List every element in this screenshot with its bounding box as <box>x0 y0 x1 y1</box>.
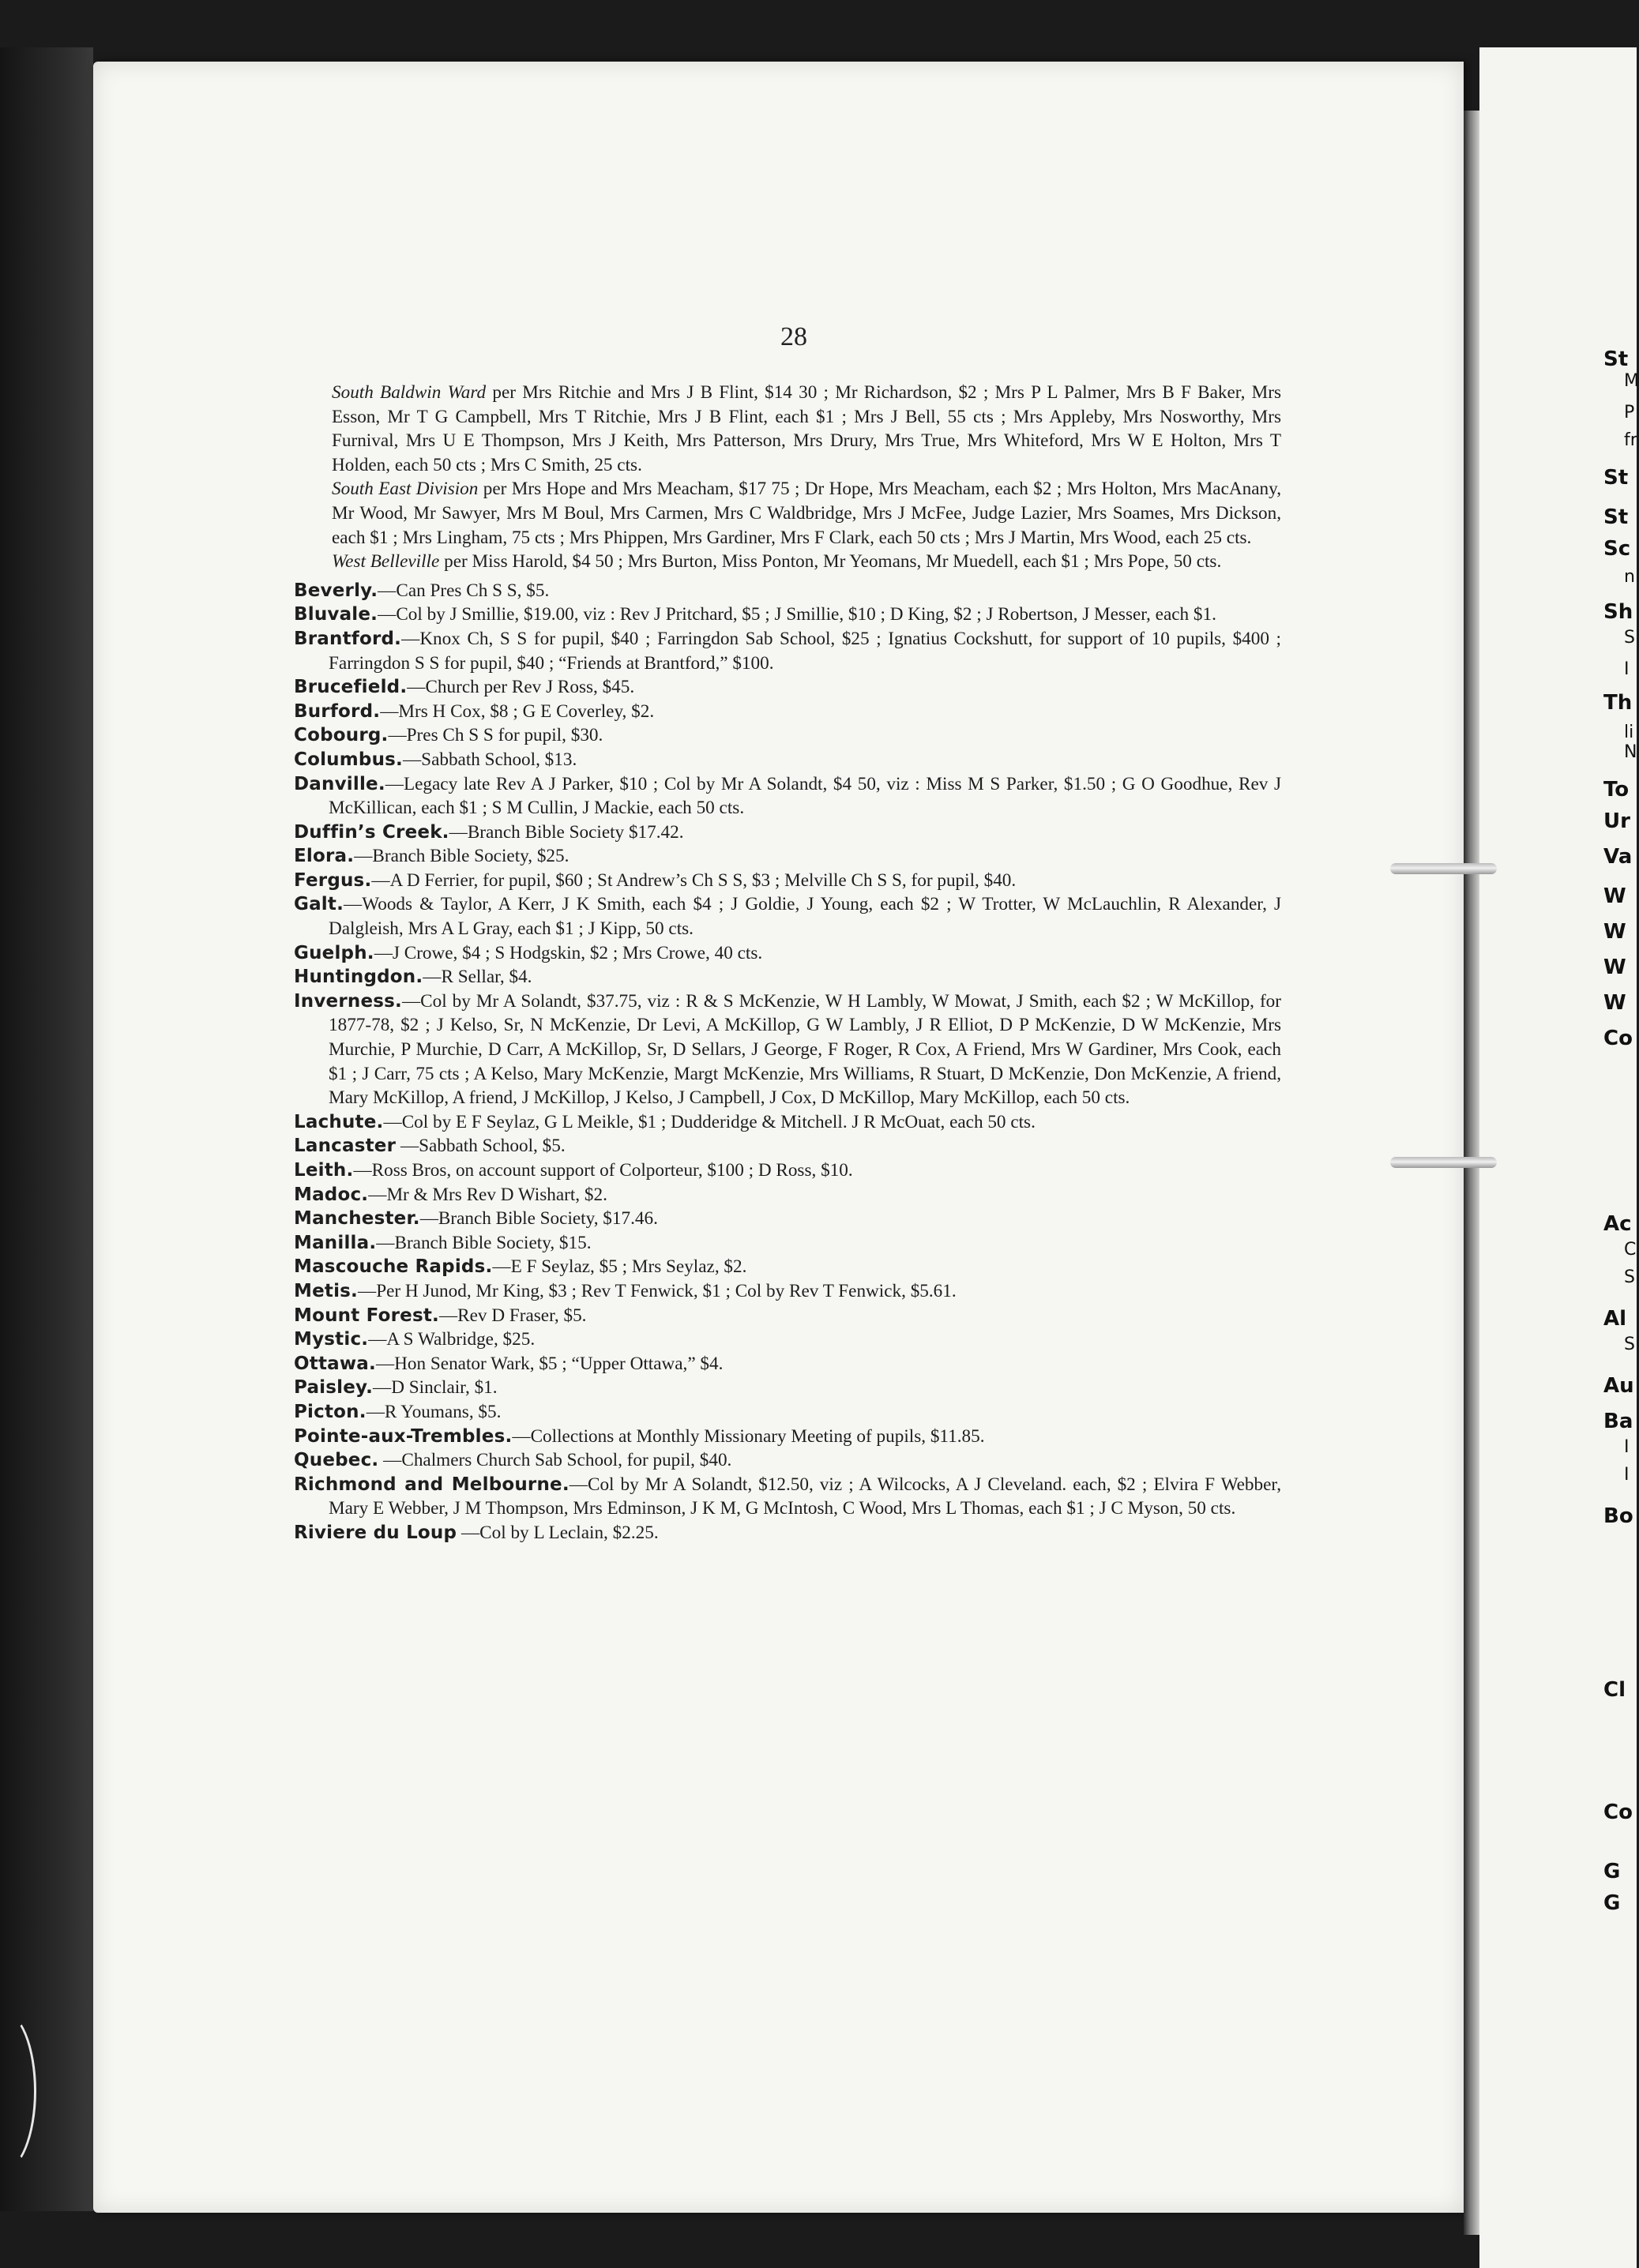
entry-heading: Guelph. <box>294 942 374 963</box>
margin-fragment: W <box>1603 991 1626 1015</box>
entry-text: —Can Pres Ch S S, $5. <box>378 580 550 601</box>
entry-heading: Manilla. <box>294 1232 377 1253</box>
entry-heading: Lachute. <box>294 1111 384 1132</box>
location-entry <box>294 1304 1281 1328</box>
margin-fragment: Ur <box>1603 809 1630 833</box>
margin-fragment: Bo <box>1603 1504 1633 1528</box>
entry-heading: Ottawa. <box>294 1353 376 1374</box>
entry-text: per Mrs Ritchie and Mrs J B Flint, $14 30 ; Mr Richardson, $2 ; Mrs P L Palmer, Mrs B F Baker, Mrs Esson, Mr T G Campbell, Mrs T Ritchie, Mrs J B Flint, each $1 ; Mrs J Bell, 55 cts ; Mrs Appleby, Mrs Nosworthy, Mrs Furnival, Mrs U E Thompson, Mrs J Keith, Mrs Patterson, Mrs Drury, Mrs True, Mrs Whiteford, Mrs W E Holton, Mrs T Holden, each 50 cts ; Mrs C Smith, 25 cts. <box>332 382 1281 475</box>
entry-text: —Hon Senator Wark, $5 ; “Upper Ottawa,” $4. <box>375 1353 724 1374</box>
page-number: 28 <box>780 322 807 351</box>
entry-text: —R Youmans, $5. <box>366 1401 502 1422</box>
entry-text: —Col by Mr A Solandt, $37.75, viz : R & S McKenzie, W H Lambly, W Mowat, J Smith, each $2 ; W McKillop, for 1877-78, $2 ; J Kelso, Sr, N McKenzie, Dr Levi, A McKillop, G W Lambly, J R Elliot, D P McKenzie, D W McKenzie, Mrs Murchie, P Murchie, D Carr, A McKillop, Sr, D Sellars, J George, F Roger, R Cox, A Friend, Mrs W Gardiner, Mrs Cook, each $1 ; J Carr, 75 cts ; A Kelso, Mary McKenzie, Margt McKenzie, Mrs Williams, R Stuart, D McKenzie, Don McKenzie, A friend, Mary McKillop, A friend, J McKillop, J Kelso, J Campbell, J Cox, D McKillop, Mary McKillop, each 50 cts. <box>329 990 1281 1109</box>
entry-heading: Galt. <box>294 894 344 915</box>
margin-fragment: S <box>1624 1267 1635 1287</box>
entry-text: —Sabbath School, $13. <box>402 749 577 770</box>
margin-fragment: Sh <box>1603 600 1633 624</box>
entry-text: —Per H Junod, Mr King, $3 ; Rev T Fenwick, $1 ; Col by Rev T Fenwick, $5.61. <box>358 1280 957 1301</box>
margin-fragment: M <box>1624 371 1639 391</box>
margin-fragment: Cl <box>1603 1678 1626 1702</box>
entry-heading: Brantford. <box>294 628 402 649</box>
margin-fragment: St <box>1603 347 1629 371</box>
location-entry <box>294 1473 1281 1521</box>
entry-heading: Paisley. <box>294 1377 374 1399</box>
location-entry <box>294 1425 1281 1449</box>
entry-heading: Madoc. <box>294 1184 369 1205</box>
location-entry <box>294 1158 1281 1183</box>
margin-fragment: To <box>1603 778 1630 802</box>
entry-heading: Pointe-aux-Trembles. <box>294 1425 513 1447</box>
margin-fragment: S <box>1624 628 1635 648</box>
binder-edge <box>0 47 93 2211</box>
location-entry <box>294 1327 1281 1352</box>
entry-text: —Pres Ch S S for pupil, $30. <box>388 725 603 746</box>
adjacent-page-margin-text <box>1603 0 1637 2268</box>
location-entry <box>294 1231 1281 1256</box>
entry-text: per Miss Harold, $4 50 ; Mrs Burton, Miss Ponton, Mr Yeomans, Mr Muedell, each $1 ; Mrs Pope, 50 cts. <box>439 551 1222 573</box>
staple-bottom <box>1390 1157 1497 1168</box>
entry-heading: Riviere du Loup <box>294 1522 457 1543</box>
entry-heading: Leith. <box>294 1160 354 1181</box>
entry-heading: Beverly. <box>294 580 378 601</box>
entry-heading: Metis. <box>294 1280 358 1301</box>
margin-fragment: G <box>1603 1860 1621 1883</box>
entry-heading: Cobourg. <box>294 725 389 746</box>
margin-fragment: li <box>1624 723 1634 742</box>
entry-text: —Col by Mr A Solandt, $12.50, viz ; A Wilcocks, A J Cleveland. each, $2 ; Elvira F Webber, Mary E Webber, J M Thompson, Mrs Edminson, J K M, G McIntosh, C Wood, Mrs L Thomas, each $1 ; J C Myson, 50 cts. <box>329 1474 1282 1519</box>
location-entry <box>294 989 1281 1110</box>
location-entry <box>294 700 1281 724</box>
entry-text: —Legacy late Rev A J Parker, $10 ; Col by Mr A Solandt, $4 50, viz : Miss M S Parker, $1.50 ; G O Goodhue, Rev J McKillican, each $1 ; S M Cullin, J Mackie, each 50 cts. <box>329 773 1281 819</box>
location-entry <box>294 1279 1281 1304</box>
entry-text: —Collections at Monthly Missionary Meeting of pupils, $11.85. <box>512 1425 985 1447</box>
entry-heading: Inverness. <box>294 990 402 1012</box>
entry-text: —Branch Bible Society $17.42. <box>449 821 684 843</box>
location-entry <box>294 675 1281 700</box>
ward-entry <box>294 550 1281 574</box>
entry-heading: Elora. <box>294 846 355 867</box>
margin-fragment: I <box>1624 1465 1630 1485</box>
location-entry <box>294 603 1281 627</box>
entry-text: —Branch Bible Society, $15. <box>376 1232 592 1253</box>
entry-text: —Chalmers Church Sab School, for pupil, $40. <box>378 1450 732 1471</box>
location-entry <box>294 1352 1281 1376</box>
location-entry <box>294 1448 1281 1473</box>
location-entry <box>294 1207 1281 1231</box>
location-entry <box>294 844 1281 869</box>
margin-fragment: St <box>1603 466 1629 490</box>
entry-text: —Rev D Fraser, $5. <box>438 1305 587 1326</box>
entry-heading: Quebec. <box>294 1450 379 1471</box>
entry-heading: West Belleville <box>332 551 440 573</box>
entry-text: —E F Seylaz, $5 ; Mrs Seylaz, $2. <box>492 1256 747 1278</box>
entry-heading: Mascouche Rapids. <box>294 1256 493 1278</box>
location-entry <box>294 579 1281 603</box>
entry-heading: Mystic. <box>294 1329 369 1350</box>
entry-text: per Mrs Hope and Mrs Meacham, $17 75 ; Dr Hope, Mrs Meacham, each $2 ; Mrs Holton, Mrs MacAnany, Mr Wood, Mr Sawyer, Mrs M Boul, Mrs Carmen, Mrs C Waldbridge, Mrs J McFee, Judge Lazier, Mrs Soames, Mrs Dickson, each $1 ; Mrs Lingham, 75 cts ; Mrs Phippen, Mrs Gardiner, Mrs F Clark, each 50 cts ; Mrs J Martin, Mrs Wood, each 25 cts. <box>332 479 1281 548</box>
margin-fragment: W <box>1603 920 1626 944</box>
margin-fragment: Co <box>1603 1027 1633 1050</box>
location-entry <box>294 1376 1281 1400</box>
entry-text: —Knox Ch, S S for pupil, $40 ; Farringdon Sab School, $25 ; Ignatius Cockshutt, for support of 10 pupils, $400 ; Farringdon S S for pupil, $40 ; “Friends at Brantford,” $100. <box>329 628 1281 674</box>
ward-entry <box>294 381 1281 477</box>
margin-fragment: P <box>1624 403 1635 422</box>
entry-heading: Picton. <box>294 1401 367 1422</box>
entry-text: —A D Ferrier, for pupil, $60 ; St Andrew’s Ch S S, $3 ; Melville Ch S S, for pupil, $40. <box>371 869 1017 891</box>
entry-heading: Danville. <box>294 773 385 794</box>
margin-fragment: n <box>1624 567 1635 587</box>
margin-fragment: S <box>1624 1335 1635 1354</box>
entry-heading: Bluvale. <box>294 604 378 625</box>
location-entry <box>294 772 1281 820</box>
entry-heading: Lancaster <box>294 1136 397 1157</box>
margin-fragment: Va <box>1603 845 1633 869</box>
location-entry <box>294 1110 1281 1135</box>
location-entry <box>294 941 1281 966</box>
entry-text: —Branch Bible Society, $17.46. <box>419 1208 658 1230</box>
entry-text: —Col by E F Seylaz, G L Meikle, $1 ; Dudderidge & Mitchell. J R McOuat, each 50 cts. <box>383 1111 1036 1132</box>
entry-text: —Branch Bible Society, $25. <box>354 846 570 867</box>
entry-heading: Mount Forest. <box>294 1305 439 1326</box>
margin-fragment: C <box>1624 1240 1637 1260</box>
location-entry <box>294 869 1281 893</box>
location-entry <box>294 1183 1281 1207</box>
entry-heading: Duffin’s Creek. <box>294 821 449 843</box>
margin-fragment: Ac <box>1603 1212 1632 1236</box>
page-gutter <box>1464 111 1479 2235</box>
margin-fragment: W <box>1603 884 1626 908</box>
donation-list <box>294 381 1281 1545</box>
entry-heading: Fergus. <box>294 869 372 891</box>
entry-text: —Mrs H Cox, $8 ; G E Coverley, $2. <box>380 700 655 722</box>
entry-text: —R Sellar, $4. <box>423 967 532 988</box>
entry-text: —Ross Bros, on account support of Colporteur, $100 ; D Ross, $10. <box>353 1160 853 1181</box>
entry-text: —J Crowe, $4 ; S Hodgskin, $2 ; Mrs Crowe, 40 cts. <box>374 942 763 963</box>
location-entry <box>294 820 1281 845</box>
entry-heading: Brucefield. <box>294 677 408 698</box>
location-entry <box>294 1400 1281 1425</box>
margin-fragment: N <box>1624 742 1637 762</box>
margin-fragment: St <box>1603 505 1629 529</box>
location-entry <box>294 748 1281 772</box>
margin-fragment: I <box>1624 1437 1630 1457</box>
location-entry <box>294 1134 1281 1158</box>
entry-text: —A S Walbridge, $25. <box>368 1329 536 1350</box>
entry-text: —Col by L Leclain, $2.25. <box>457 1522 659 1543</box>
margin-fragment: I <box>1624 659 1630 679</box>
margin-fragment: fr <box>1624 430 1637 450</box>
location-entry <box>294 627 1281 675</box>
entry-heading: Manchester. <box>294 1208 420 1230</box>
entry-text: —Woods & Taylor, A Kerr, J K Smith, each $4 ; J Goldie, J Young, each $2 ; W Trotter, W McLauchlin, R Alexander, J Dalgleish, Mrs A L Gray, each $1 ; J Kipp, 50 cts. <box>329 894 1281 940</box>
entry-text: —Sabbath School, $5. <box>396 1136 566 1157</box>
margin-fragment: G <box>1603 1891 1621 1915</box>
margin-fragment: Au <box>1603 1374 1634 1398</box>
margin-fragment: Th <box>1603 691 1633 715</box>
margin-fragment: Al <box>1603 1307 1627 1331</box>
location-entry <box>294 1521 1281 1545</box>
entry-text: —Church per Rev J Ross, $45. <box>407 677 635 698</box>
margin-fragment: Ba <box>1603 1410 1633 1433</box>
entry-text: —Mr & Mrs Rev D Wishart, $2. <box>368 1184 607 1205</box>
entry-text: —D Sinclair, $1. <box>373 1377 498 1399</box>
entry-heading: South Baldwin Ward <box>332 382 487 403</box>
location-entry <box>294 1255 1281 1279</box>
margin-fragment: Co <box>1603 1801 1633 1824</box>
location-entry <box>294 965 1281 989</box>
margin-fragment: W <box>1603 956 1626 979</box>
location-entry <box>294 892 1281 941</box>
entry-heading: Burford. <box>294 700 381 722</box>
entry-heading: Columbus. <box>294 749 403 770</box>
entry-text: —Col by J Smillie, $19.00, viz : Rev J Pritchard, $5 ; J Smillie, $10 ; D King, $2 ; J Robertson, J Messer, each $1. <box>378 604 1216 625</box>
location-entry <box>294 723 1281 748</box>
staple-top <box>1390 863 1497 874</box>
ward-entry <box>294 477 1281 550</box>
entry-heading: South East Division <box>332 479 479 500</box>
margin-fragment: Sc <box>1603 537 1631 561</box>
entry-heading: Richmond and Melbourne. <box>294 1474 570 1495</box>
entry-heading: Huntingdon. <box>294 967 423 988</box>
